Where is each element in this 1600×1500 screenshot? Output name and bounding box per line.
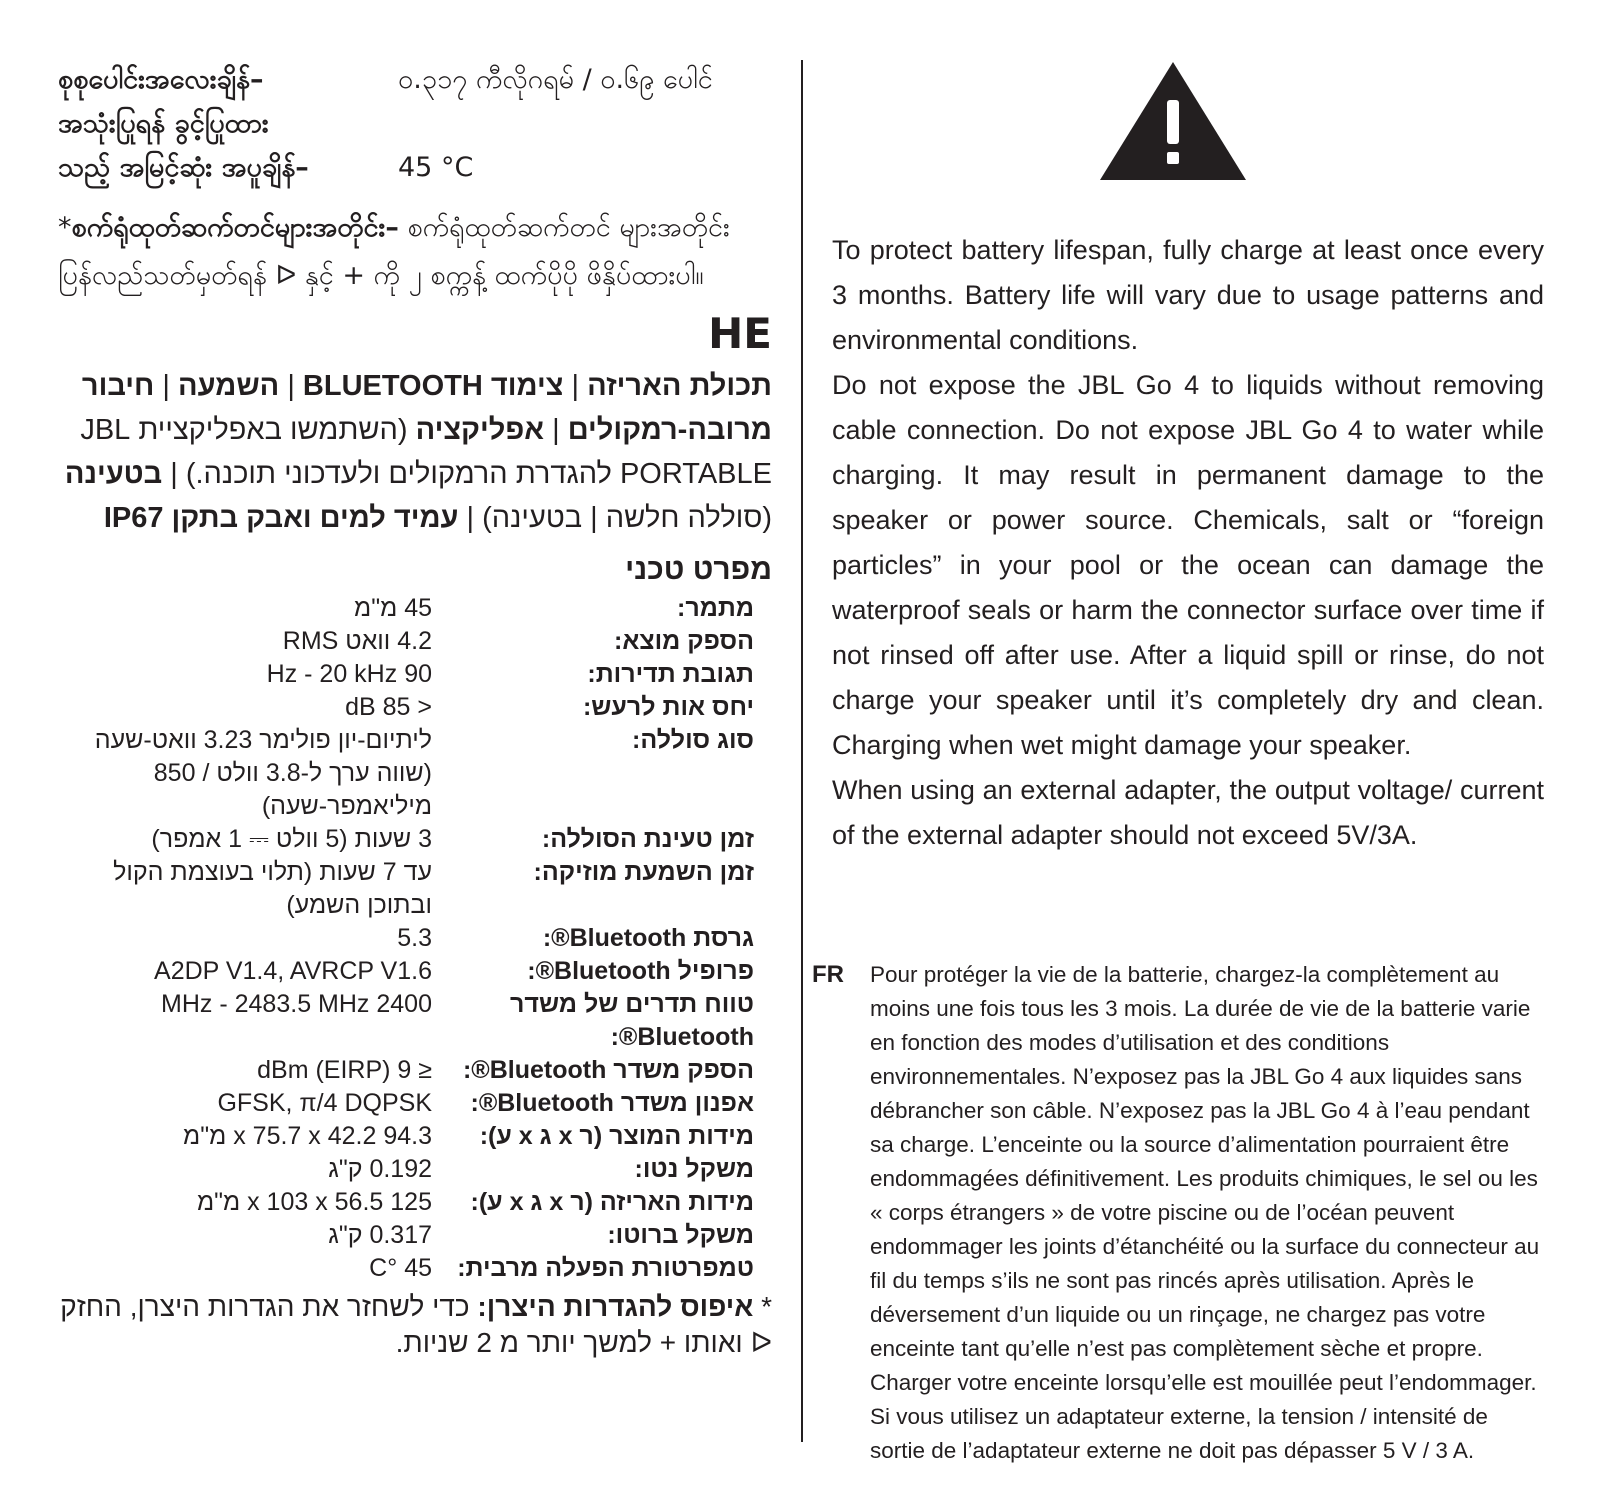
paragraph: To protect battery lifespan, fully charge at least once every 3 months. Battery life will vary due to usage patterns and environmental conditions. <box>832 235 1544 355</box>
spec-value: 0.317 ק"ג <box>328 1221 432 1249</box>
spec-row <box>58 1219 772 1252</box>
spec-row <box>58 658 772 691</box>
spec-row <box>58 988 772 1054</box>
note-asterisk: * <box>58 212 72 243</box>
spec-label: הספק מוצא: <box>614 627 754 655</box>
spec-value: ליתיום-יון פולימר 3.23 וואט-שעה (שווה ערך ל-3.8 וולט / 850 מיליאמפר-שעה) <box>94 726 432 820</box>
spec-row <box>58 955 772 988</box>
feature-item: צימוד BLUETOOTH <box>302 370 564 402</box>
spec-label: משקל נטו: <box>634 1155 754 1183</box>
spec-value: A2DP V1.4, AVRCP V1.6 <box>154 957 432 985</box>
spec-value: 3 שעות (5 וולט ⎓ 1 אמפר) <box>151 825 432 853</box>
note-body: כדי לשחזר את הגדרות היצרן, החזק ᐅ ואותו + למשך יותר מ 2 שניות. <box>60 1291 772 1358</box>
spec-row <box>58 922 772 955</box>
burmese-specs <box>58 58 772 190</box>
spec-label: משקל ברוטו: <box>607 1221 754 1249</box>
spec-label: מתמר: <box>677 594 754 622</box>
paragraph: Do not expose the JBL Go 4 to liquids without removing cable connection. Do not expose JBL Go 4 to water while charging. It may result in permanent damage to the speaker or power source. Chemicals, salt or “foreign particles” in your pool or the ocean can damage the waterproof seals or harm the connector surface over time if not rinsed off after use. After a liquid spill or rinse, do not charge your speaker until it’s completely dry and clean. Charging when wet might damage your speaker. <box>832 370 1544 760</box>
feature-sep: | <box>544 414 568 446</box>
spec-row <box>58 1054 772 1087</box>
spec-label: הספק משדר Bluetooth®: <box>462 1056 754 1084</box>
spec-value: 45 °C <box>398 152 474 183</box>
feature-item: חיבור מרובה-רמקולים <box>81 370 772 446</box>
spec-row <box>58 856 772 922</box>
note-heading: איפוס להגדרות היצרן: <box>477 1291 754 1322</box>
spec-row <box>58 58 772 102</box>
spec-row <box>58 1120 772 1153</box>
spec-value: 2400 MHz - 2483.5 MHz <box>161 990 432 1018</box>
spec-value: 0.192 ק"ג <box>328 1155 432 1183</box>
spec-row <box>58 592 772 625</box>
spec-label: סוג סוללה: <box>632 726 754 754</box>
french-section <box>812 958 1544 1468</box>
hebrew-lang-code: HE <box>708 309 772 358</box>
column-divider <box>801 60 803 1442</box>
spec-row <box>58 1153 772 1186</box>
paragraph: Si vous utilisez un adaptateur externe, la tension / intensité de sortie de l’adaptateur externe ne doit pas dépasser 5 V / 3 A. <box>870 1404 1488 1463</box>
note-asterisk: * <box>753 1291 772 1322</box>
spec-row <box>58 1087 772 1120</box>
hebrew-spec-table <box>58 592 772 1285</box>
spec-value: 94.3 x 75.7 x 42.2 מ"מ <box>183 1122 432 1150</box>
spec-label: גרסת Bluetooth®: <box>542 924 754 952</box>
spec-label: מידות המוצר (ר x ג x ע): <box>479 1122 754 1150</box>
spec-label: מידות האריזה (ר x ג x ע): <box>470 1188 754 1216</box>
feature-sep: | <box>154 370 179 402</box>
spec-row <box>58 146 772 190</box>
feature-item: אפליקציה <box>415 414 545 446</box>
spec-label: טווח תדרים של משדר Bluetooth®: <box>510 990 754 1051</box>
spec-label: יחס אות לרעש: <box>582 693 754 721</box>
feature-item: בטעינה <box>64 458 163 490</box>
spec-value: עד 7 שעות (תלוי בעוצמת הקול ובתוכן השמע) <box>113 858 432 919</box>
spec-row <box>58 1252 772 1285</box>
hebrew-features <box>58 364 772 540</box>
hebrew-reset-note <box>58 1289 772 1361</box>
spec-value: 4.2 וואט RMS <box>282 627 432 655</box>
warning-icon <box>1098 60 1248 182</box>
spec-value: GFSK, π/4 DQPSK <box>217 1089 432 1117</box>
right-column <box>812 58 1544 1468</box>
spec-value: 90 Hz - 20 kHz <box>266 660 432 688</box>
spec-row <box>58 823 772 856</box>
burmese-reset-note <box>58 204 770 300</box>
feature-detail: (השתמשו באפליקציית JBL PORTABLE להגדרת הרמקולים ולעדכוני תוכנה.) | <box>80 414 772 490</box>
spec-value: 125 x 103 x 56.5 מ"מ <box>196 1188 432 1216</box>
spec-label: תגובת תדירות: <box>587 660 754 688</box>
spec-label: אפנון משדר Bluetooth®: <box>470 1089 754 1117</box>
spec-value: ≤ 9 dBm (EIRP) <box>257 1056 432 1084</box>
feature-sep: | <box>563 370 588 402</box>
spec-value: 45 °C <box>369 1254 432 1282</box>
paragraph: Pour protéger la vie de la batterie, chargez-la complètement au moins une fois tous les 3 mois. La durée de vie de la batterie varie en fonction des modes d’utilisation et des conditions environnementales. N’exposez pas la JBL Go 4 aux liquides sans débrancher son câble. N’exposez pas la JBL Go 4 à l’eau pendant sa charge. L’enceinte ou la source d’alimentation pourraient être endommagées définitivement. Les produits chimiques, le sel ou les « corps étrangers » de votre piscine ou de l’océan peuvent endommager les joints d’étanchéité ou la surface du connecteur au fil du temps s’ils ne sont pas rincés après utilisation. Après le déversement d’un liquide ou un rinçage, ne chargez pas votre enceinte tant qu’elle n’est pas complètement sèche et propre. Charger votre enceinte lorsqu’elle est mouillée peut l’endommager. <box>870 962 1540 1395</box>
spec-value: < 85 dB <box>345 693 432 721</box>
spec-label: זמן טעינת הסוללה: <box>541 825 754 853</box>
spec-row <box>58 691 772 724</box>
feature-item: תכולת האריזה <box>587 370 772 402</box>
french-lang-code: FR <box>812 961 844 988</box>
spec-label: טמפרטורת הפעלה מרבית: <box>457 1254 754 1282</box>
spec-label: အသုံးပြုရန် ခွင့်ပြုထား <box>58 108 269 139</box>
spec-value: 45 מ"מ <box>354 594 432 622</box>
spec-value: ၀.၃၁၇ ကီလိုဂရမ် / ၀.၆၉ ပေါင် <box>398 64 713 95</box>
paragraph: When using an external adapter, the output voltage/ current of the external adapter should not exceed 5V/3A. <box>832 775 1544 850</box>
feature-item: השמעה <box>178 370 280 402</box>
spec-row <box>58 102 772 146</box>
feature-detail: (סוללה חלשה | בטעינה) | <box>458 502 772 534</box>
spec-row <box>58 1186 772 1219</box>
feature-sep: | <box>279 370 303 402</box>
note-body: စက်ရုံထုတ်ဆက်တင် များအတိုင်း ပြန်လည်သတ်မှတ်ရန် ᐅ နှင့် + ကို ၂ စက္ကန့် ထက်ပိုပို ဖိနှိပ်ထားပါ။ <box>58 212 730 291</box>
left-column <box>58 58 772 1361</box>
spec-label: זמן השמעת מוזיקה: <box>533 858 754 886</box>
spec-label: פרופיל Bluetooth®: <box>527 957 754 985</box>
spec-row <box>58 724 772 823</box>
hebrew-spec-title: מפרט טכני <box>625 553 772 586</box>
english-safety-text <box>832 228 1544 858</box>
spec-row <box>58 625 772 658</box>
spec-label: သည့် အမြင့်ဆုံး အပူချိန်– <box>58 152 309 183</box>
french-safety-text <box>870 958 1544 1468</box>
spec-value: 5.3 <box>397 924 432 952</box>
spec-label: စုစုပေါင်းအလေးချိန်– <box>58 64 264 95</box>
feature-item: עמיד למים ואבק בתקן IP67 <box>103 502 459 534</box>
note-heading: စက်ရုံထုတ်ဆက်တင်များအတိုင်း– <box>71 212 399 243</box>
